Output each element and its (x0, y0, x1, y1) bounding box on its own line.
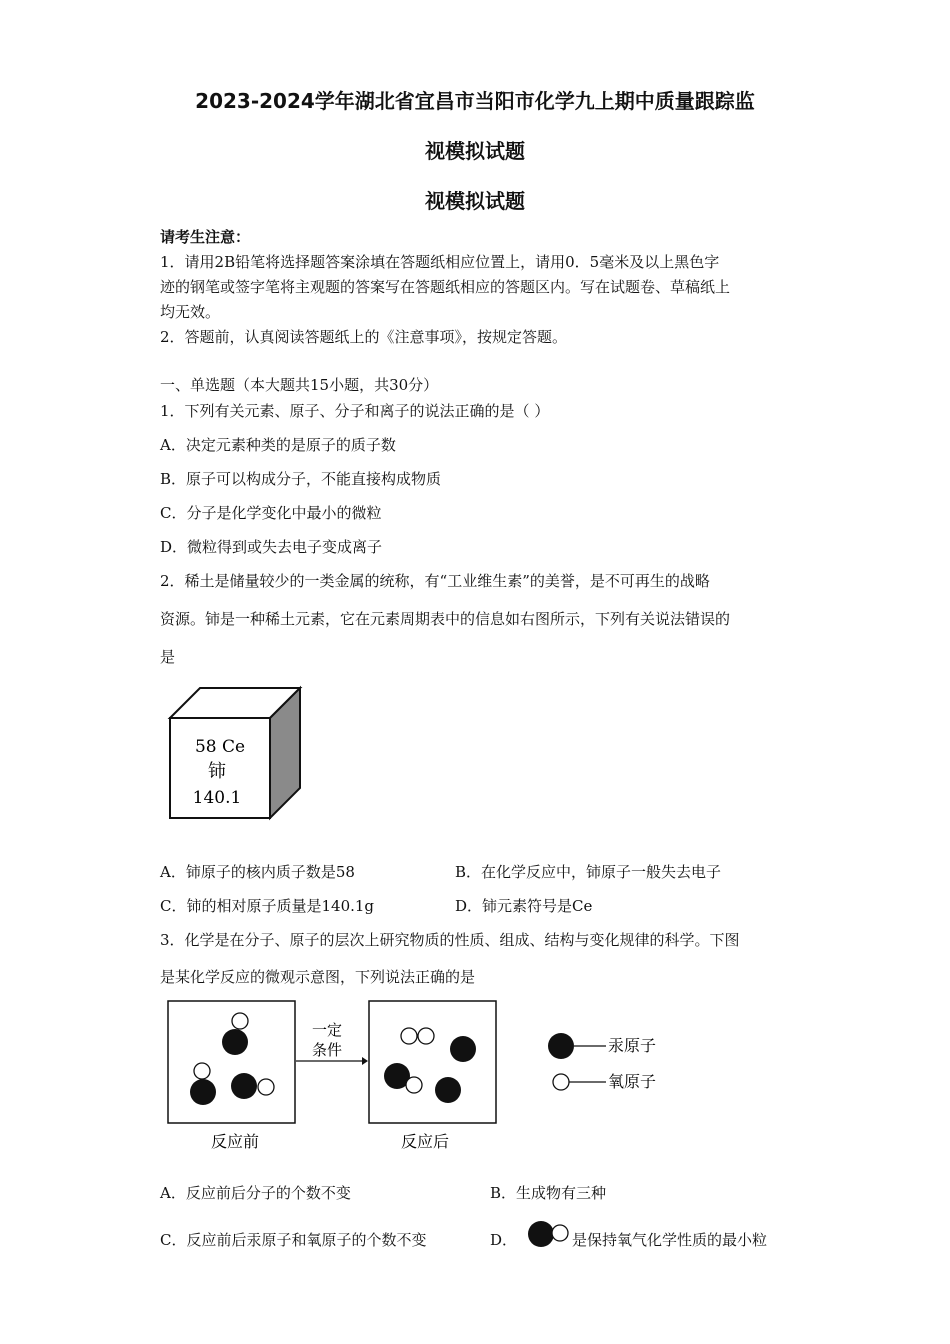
q3-option-b: B．生成物有三种 (490, 1184, 607, 1202)
q3-stem-line2: 是某化学反应的微观示意图，下列说法正确的是 (160, 968, 476, 986)
legend-mercury-label: 汞原子 (608, 1036, 657, 1055)
element-mass: 140.1 (192, 788, 242, 808)
oxygen-atom (194, 1063, 210, 1079)
arrow-condition-bottom: 条件 (311, 1041, 343, 1059)
oxygen-atom (232, 1013, 248, 1029)
q2-stem-line2: 资源。铈是一种稀土元素，它在元素周期表中的信息如右图所示，下列有关说法错误的 (160, 610, 731, 628)
element-name: 铈 (208, 761, 226, 782)
hgo-molecule-icon (524, 1221, 572, 1251)
oxygen-atom (401, 1028, 417, 1044)
element-number-symbol: 58 Ce (194, 737, 246, 757)
oxygen-atom (418, 1028, 434, 1044)
q3-option-d-prefix: D． (490, 1231, 518, 1249)
notice-item1-line3: 均无效。 (160, 303, 221, 321)
legend-mercury-icon (548, 1033, 574, 1059)
cerium-element-cube (160, 680, 310, 825)
q1-option-d: D．微粒得到或失去电子变成离子 (160, 538, 383, 556)
notice-heading: 请考生注意： (160, 228, 251, 246)
label-before-reaction: 反应前 (210, 1132, 260, 1151)
mercury-atom (190, 1079, 216, 1105)
exam-title-line3: 视模拟试题 (425, 189, 525, 213)
q2-option-d: D．铈元素符号是Ce (455, 897, 593, 915)
legend-oxygen-label: 氧原子 (608, 1072, 657, 1091)
q3-stem-line1: 3．化学是在分子、原子的层次上研究物质的性质、组成、结构与变化规律的科学。下图 (160, 931, 740, 949)
q2-stem-line3: 是 (160, 648, 176, 666)
q2-stem-line1: 2．稀土是储量较少的一类金属的统称，有“工业维生素”的美誉，是不可再生的战略 (160, 572, 710, 590)
notice-item2: 2．答题前，认真阅读答题纸上的《注意事项》，按规定答题。 (160, 328, 568, 346)
mercury-atom (231, 1073, 257, 1099)
before-box (168, 1001, 295, 1123)
q1-option-b: B．原子可以构成分子，不能直接构成物质 (160, 470, 442, 488)
q1-option-c: C．分子是化学变化中最小的微粒 (160, 504, 382, 522)
mercury-atom (222, 1029, 248, 1055)
label-after-reaction: 反应后 (400, 1132, 450, 1151)
q2-option-c: C．铈的相对原子质量是140.1g (160, 897, 375, 915)
q3-option-a: A．反应前后分子的个数不变 (160, 1184, 351, 1202)
exam-title-line2: 视模拟试题 (425, 139, 525, 163)
arrow-condition-top: 一定 (311, 1021, 343, 1039)
q1-stem: 1．下列有关元素、原子、分子和离子的说法正确的是（ ） (160, 402, 550, 420)
reaction-micro-diagram (160, 995, 680, 1160)
mercury-atom (435, 1077, 461, 1103)
after-box (369, 1001, 496, 1123)
q3-option-d-text: 是保持氧气化学性质的最小粒 (572, 1231, 768, 1249)
notice-item1-line1: 1．请用2B铅笔将选择题答案涂填在答题纸相应位置上，请用0．5毫米及以上黑色字 (160, 253, 720, 271)
notice-item1-line2: 迹的钢笔或签字笔将主观题的答案写在答题纸相应的答题区内。写在试题卷、草稿纸上 (160, 278, 731, 296)
q1-option-a: A．决定元素种类的是原子的质子数 (160, 436, 396, 454)
mercury-atom (450, 1036, 476, 1062)
section-heading: 一、单选题（本大题共15小题，共30分） (160, 376, 439, 394)
oxygen-atom (258, 1079, 274, 1095)
q2-option-b: B．在化学反应中，铈原子一般失去电子 (455, 863, 722, 881)
legend-oxygen-icon (553, 1074, 569, 1090)
q2-option-a: A．铈原子的核内质子数是58 (160, 863, 355, 881)
exam-title-line1: 2023-2024学年湖北省宜昌市当阳市化学九上期中质量跟踪监 (195, 89, 755, 113)
oxygen-atom (406, 1077, 422, 1093)
q3-option-c: C．反应前后汞原子和氧原子的个数不变 (160, 1231, 427, 1249)
